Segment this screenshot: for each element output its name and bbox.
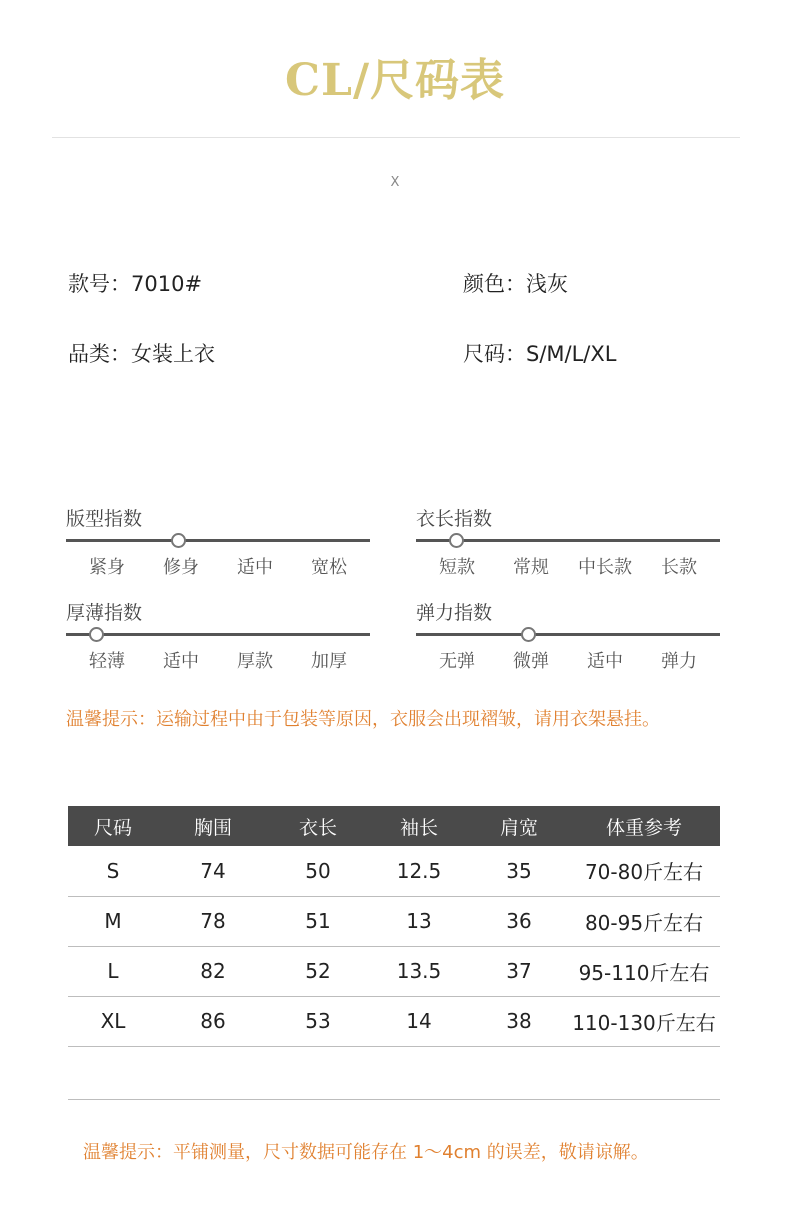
option-label: 宽松 [311, 557, 347, 578]
slider-knob [171, 533, 186, 548]
slider-knob [449, 533, 464, 548]
length-index [416, 505, 720, 581]
table-cell: 70-80斤左右 [568, 846, 720, 896]
table-cell: 74 [158, 846, 268, 896]
slider-knob [521, 627, 536, 642]
table-row [68, 996, 720, 1046]
option-label: 微弹 [513, 651, 549, 672]
table-cell: 95-110斤左右 [568, 946, 720, 996]
elasticity-index-label: 弹力指数 [416, 602, 493, 624]
measurement-tip: 温馨提示：平铺测量，尺寸数据可能存在 1～4cm 的误差，敬请谅解。 [83, 1142, 649, 1163]
option-label: 加厚 [311, 651, 347, 672]
table-cell: L [68, 946, 158, 996]
thickness-index [66, 599, 370, 675]
option-label: 长款 [661, 557, 697, 578]
product-category: 品类：女装上衣 [68, 342, 215, 366]
fit-index [66, 505, 370, 581]
option-label: 修身 [163, 557, 199, 578]
option-label: 弹力 [661, 651, 697, 672]
table-row [68, 946, 720, 996]
product-sizes: 尺码：S/M/L/XL [463, 342, 617, 366]
size-table [68, 806, 720, 1047]
table-cell: 13 [368, 896, 470, 946]
table-cell: 35 [470, 846, 568, 896]
option-label: 适中 [163, 651, 199, 672]
fit-index-slider [66, 533, 370, 547]
table-cell: XL [68, 996, 158, 1046]
table-cell: 82 [158, 946, 268, 996]
option-label: 中长款 [578, 557, 632, 578]
elasticity-index-slider [416, 627, 720, 641]
option-label: 短款 [439, 557, 475, 578]
option-label: 轻薄 [89, 651, 125, 672]
table-cell: M [68, 896, 158, 946]
title-divider [52, 137, 740, 138]
table-cell: 53 [268, 996, 368, 1046]
fit-index-label: 版型指数 [66, 508, 143, 530]
table-cell: 50 [268, 846, 368, 896]
thickness-index-label: 厚薄指数 [66, 602, 143, 624]
page-title: CL/尺码表 [284, 55, 506, 106]
column-header: 体重参考 [568, 806, 720, 846]
option-label: 无弹 [439, 651, 475, 672]
slider-track [66, 633, 370, 636]
column-header: 肩宽 [470, 806, 568, 846]
column-header: 袖长 [368, 806, 470, 846]
elasticity-index [416, 599, 720, 675]
column-header: 胸围 [158, 806, 268, 846]
option-label: 厚款 [237, 651, 273, 672]
care-tip: 温馨提示：运输过程中由于包装等原因，衣服会出现褶皱，请用衣架悬挂。 [66, 709, 660, 730]
table-cell: 78 [158, 896, 268, 946]
slider-track [416, 633, 720, 636]
style-number: 款号：7010# [68, 272, 203, 296]
option-label: 适中 [587, 651, 623, 672]
product-color: 颜色：浅灰 [463, 272, 568, 296]
table-cell: 14 [368, 996, 470, 1046]
option-label: 紧身 [89, 557, 125, 578]
table-row [68, 846, 720, 896]
table-cell: S [68, 846, 158, 896]
table-cell: 36 [470, 896, 568, 946]
table-cell: 52 [268, 946, 368, 996]
table-cell: 38 [470, 996, 568, 1046]
table-header-row [68, 806, 720, 846]
table-cell: 86 [158, 996, 268, 1046]
option-label: 适中 [237, 557, 273, 578]
table-row [68, 896, 720, 946]
table-cell: 37 [470, 946, 568, 996]
slider-knob [89, 627, 104, 642]
table-cell: 12.5 [368, 846, 470, 896]
table-cell: 51 [268, 896, 368, 946]
thickness-index-slider [66, 627, 370, 641]
close-mark: X [390, 175, 400, 190]
table-cell: 13.5 [368, 946, 470, 996]
length-index-slider [416, 533, 720, 547]
slider-track [66, 539, 370, 542]
option-label: 常规 [513, 557, 549, 578]
column-header: 尺码 [68, 806, 158, 846]
bottom-divider [68, 1099, 720, 1100]
table-cell: 110-130斤左右 [568, 996, 720, 1046]
table-cell: 80-95斤左右 [568, 896, 720, 946]
column-header: 衣长 [268, 806, 368, 846]
length-index-label: 衣长指数 [416, 508, 493, 530]
